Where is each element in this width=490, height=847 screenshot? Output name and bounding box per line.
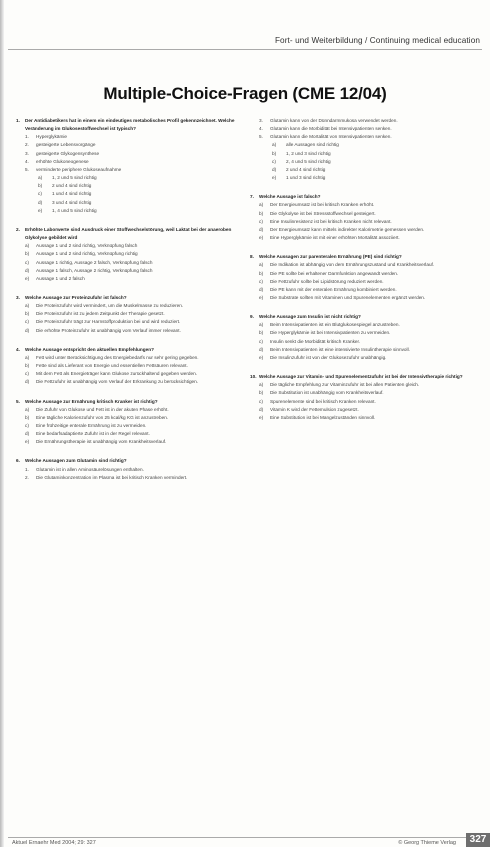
option-label: b) [259,390,264,396]
option-text: 1 und 3 sind richtig [286,175,326,181]
answer-option [16,242,242,250]
question-text: Welche Aussage ist falsch? [259,194,321,200]
option-text: Beim Intensivpatienten ist ein Blutglukosespiegel anzustreben. [270,322,400,328]
statement-label: 4. [259,126,263,132]
statement-label: 2. [25,142,29,148]
answer-option [16,318,242,326]
question-text: Welche Aussagen zur parenteralen Ernährung (PE) sind richtig? [259,254,402,260]
question-block [250,313,476,362]
answer-option [16,267,242,275]
answer-option [250,270,476,278]
question-number: 2. [16,226,20,232]
option-label: e) [259,414,264,420]
question-number: 5. [16,398,20,404]
option-text: 3 und 4 sind richtig [52,199,92,205]
option-label: c) [259,398,263,404]
question-block [16,294,242,335]
option-label: a) [25,303,30,309]
option-label: d) [272,166,277,172]
option-label: d) [25,379,30,385]
option-text: Die Proteinzufuhr trägt zur Harnstoffproduktion bei und wird reduziert. [36,319,181,325]
question-statement [16,474,242,482]
question-text: Erhöhte Laborwerte sind Ausdruck einer Stoffwechselstörung, weil Laktat bei der anaeroben Glykolyse gebildet wird [25,226,232,241]
option-label: e) [25,439,30,445]
question-text: Der Antidiabetikers hat in einem ein eindeutiges metabolisches Profil gekennzeichnet. Welche Veränderung im Glukosestoffwechsel ist typisch? [25,118,235,132]
option-text: Aussage 1 richtig, Aussage 2 falsch, Verknüpfung falsch [36,259,153,265]
option-label: b) [259,270,264,276]
answer-option [250,294,476,302]
option-text: 1, 2 und 5 sind richtig [52,175,97,181]
option-text: Die Substitution ist unabhängig vom Krankheitsverlauf. [270,390,384,396]
answer-option [250,226,476,234]
statement-text: Glutamin kann die Morbidität bei Intensivpatienten senken. [270,126,392,132]
question-header [16,294,242,302]
answer-option [16,259,242,267]
statement-text: gesteigerte Glykogensynthese [36,150,100,156]
option-label: a) [259,382,264,388]
question-text: Welche Aussage zum Insulin ist nicht richtig? [259,314,361,320]
answer-option [250,166,476,174]
answer-option [16,354,242,362]
option-label: a) [25,354,30,360]
answer-option [16,422,242,430]
option-label: a) [259,322,264,328]
answer-option [16,199,242,207]
answer-option [250,414,476,422]
option-text: 2, 4 und 5 sind richtig [286,158,331,164]
statement-text: gesteigerte Lebensvorgänge [36,142,96,148]
answer-option [250,286,476,294]
option-label: b) [25,251,30,257]
statement-text: Glutamin ist in allen Aminosäurelösungen enthalten. [36,466,144,472]
answer-option [250,150,476,158]
answer-option [16,430,242,438]
question-block [250,373,476,422]
option-text: Die Insulinzufuhr ist von der Glukosezufuhr unabhängig. [270,354,387,360]
option-text: alle Aussagen sind richtig [286,142,339,148]
statement-label: 5. [259,134,263,140]
question-block [250,117,476,182]
answer-option [250,201,476,209]
option-text: Die Ernährungstherapie ist unabhängig vom Krankheitsverlauf. [36,439,167,445]
question-statement [250,117,476,125]
answer-option [250,218,476,226]
answer-option [250,406,476,414]
question-text: Welche Aussage zur Vitamin- und Spurenelementzufuhr ist bei der Intensivtherapie richtig? [259,374,463,380]
question-number: 7. [250,194,254,200]
option-text: Eine bedarfsadaptierte Zufuhr ist in der Regel relevant. [36,431,150,437]
option-text: Aussage 1 und 2 falsch [36,275,85,281]
option-label: e) [259,235,264,241]
option-text: Fett wird unter Berücksichtigung des Energiebedarfs nur sehr gering gegeben. [36,354,199,360]
option-label: c) [25,259,29,265]
answer-option [250,234,476,242]
option-text: 1, 2 und 3 sind richtig [286,150,331,156]
statement-label: 1. [25,466,29,472]
question-header [250,373,476,381]
answer-option [16,438,242,446]
statement-text: verminderte periphere Glukoseaufnahme [36,166,122,172]
question-text: Welche Aussage zur Proteinzufuhr ist falsch? [25,294,127,300]
answer-option [250,346,476,354]
option-text: Aussage 1 falsch, Aussage 2 richtig, Verknüpfung falsch [36,267,153,273]
question-header [250,253,476,261]
option-text: Die Indikation ist abhängig von dem Ernährungszustand und Krankheitsverlauf. [270,262,435,268]
question-statement [16,141,242,149]
option-label: b) [259,210,264,216]
statement-label: 5. [25,166,29,172]
option-text: Beim Intensivpatienten ist eine intensivierte Insulintherapie sinnvoll. [270,346,410,352]
question-number: 3. [16,294,20,300]
answer-option [16,414,242,422]
question-text: Welche Aussage zur Ernährung kritisch Kranker ist richtig? [25,398,158,404]
option-text: Die Hyperglykämie ist bei Intensivpatienten zu vermeiden. [270,330,391,336]
option-text: Die Zufuhr von Glukose und Fett ist in der akuten Phase erhöht. [36,406,169,412]
option-label: d) [25,327,30,333]
option-label: a) [25,243,30,249]
question-block [16,226,242,283]
option-text: Aussage 1 und 2 sind richtig, Verknüpfung falsch [36,243,138,249]
header-rule [8,49,482,50]
option-label: e) [272,175,277,181]
answer-option [16,327,242,335]
option-text: Die PE kann mit der enteralen Ernährung kombiniert werden. [270,286,397,292]
answer-option [16,182,242,190]
option-text: 1 und 4 sind richtig [52,191,92,197]
option-label: d) [259,406,264,412]
option-text: Fette sind als Lieferant von Energie und essentiellen Fettsäuren relevant. [36,363,188,369]
answer-option [16,190,242,198]
option-text: Spurenelemente sind bei kritisch Kranken relevant. [270,398,376,404]
statement-text: Glutamin kann von der Dünndarmmukosa verwendet werden. [270,118,398,123]
statement-text: Glutamin kann die Mortalität von Intensivpatienten senken. [270,134,392,140]
option-text: Insulin senkt die Morbidität kritisch Kranker. [270,338,361,344]
option-label: c) [259,338,263,344]
answer-option [250,321,476,329]
answer-option [16,310,242,318]
answer-option [16,275,242,283]
option-text: Der Energieumsatz ist bei kritisch Kranken erhöht. [270,202,375,208]
question-statement [16,133,242,141]
answer-option [250,141,476,149]
answer-option [16,207,242,215]
question-header [16,457,242,465]
answer-option [16,250,242,258]
option-text: Die Proteinzufuhr ist zu jedem Zeitpunkt der Therapie gesetzt. [36,311,165,317]
option-label: e) [38,207,43,213]
option-text: Mit dem Fett als Energieträger kann Glukose zurückhaltend gegeben werden. [36,371,198,377]
option-label: d) [25,431,30,437]
statement-label: 1. [25,134,29,140]
page-edge-shadow [0,0,4,847]
option-label: a) [272,142,277,148]
option-label: e) [25,275,30,281]
statement-label: 3. [259,118,263,123]
question-number: 8. [250,254,254,260]
option-label: a) [25,406,30,412]
option-label: b) [38,183,43,189]
answer-option [250,338,476,346]
option-text: Vitamin K wird der Fettemulsion zugesetzt. [270,406,359,412]
question-block [16,346,242,387]
question-text: Welche Aussagen zum Glutamin sind richtig? [25,458,127,464]
option-label: c) [25,423,29,428]
footer-citation: Aktuel Ernaehr Med 2004; 29: 327 [12,840,96,846]
answer-option [16,378,242,386]
answer-option [250,329,476,337]
question-statement [250,125,476,133]
question-number: 4. [16,346,20,352]
option-label: e) [259,354,264,360]
statement-text: Hyperglykämie [36,134,67,140]
option-label: d) [38,199,43,205]
option-text: 1, 4 und 5 sind richtig [52,207,97,213]
option-text: 2 und 4 sind richtig [52,183,92,189]
statement-label: 2. [25,474,29,480]
option-label: a) [259,202,264,208]
answer-option [16,406,242,414]
question-number: 6. [16,458,20,464]
option-label: d) [25,267,30,273]
option-text: Die Substrate sollten mit Vitaminen und Spurenelementen ergänzt werden. [270,294,426,300]
option-label: e) [259,294,264,300]
option-text: Aussage 1 und 2 sind richtig, Verknüpfung richtig [36,251,138,257]
question-statement [16,166,242,174]
option-text: Die Proteinzufuhr wird vermindert, um die Muskelmasse zu reduzieren. [36,303,184,309]
option-label: c) [25,319,29,325]
answer-option [250,354,476,362]
question-statement [250,133,476,141]
footer-publisher: © Georg Thieme Verlag [398,840,456,846]
option-label: d) [259,346,264,352]
option-label: a) [259,262,264,268]
option-label: d) [259,286,264,292]
option-text: Die Glykolyse ist bei Stressstoffwechsel gesteigert. [270,210,376,216]
option-text: Eine tägliche Kalorienzufuhr von 25 kcal/kg KG ist anzustreben. [36,414,169,420]
running-head: Fort- und Weiterbildung / Continuing medical education [274,36,480,45]
page-number: 327 [466,833,490,847]
statement-label: 3. [25,150,29,156]
option-label: b) [25,363,30,369]
question-block [16,117,242,215]
question-number: 10. [250,374,257,380]
question-header [16,117,242,133]
answer-option [250,389,476,397]
question-statement [16,158,242,166]
question-header [16,398,242,406]
option-label: a) [38,175,43,181]
option-label: b) [272,150,277,156]
answer-option [250,174,476,182]
answer-option [250,398,476,406]
option-text: Die tägliche Empfehlung zur Vitaminzufuhr ist bei allen Patienten gleich. [270,382,420,388]
option-text: Die Fettzufuhr sollte bei Lipidstörung reduziert werden. [270,278,384,284]
statement-label: 4. [25,158,29,164]
question-text: Welche Aussage entspricht den aktuellen Empfehlungen? [25,346,154,352]
answer-option [250,158,476,166]
option-text: Der Energieumsatz kann mittels indirekter Kalorimetrie gemessen werden. [270,226,425,232]
answer-option [250,210,476,218]
question-block [250,193,476,242]
question-number: 1. [16,118,20,123]
option-label: d) [259,226,264,232]
option-text: Eine Substitution ist bei Mangelzuständen sinnvoll. [270,414,376,420]
page-title: Multiple-Choice-Fragen (CME 12/04) [103,84,387,103]
option-label: b) [25,311,30,317]
option-label: c) [259,218,263,224]
option-text: Eine frühzeitige enterale Ernährung ist zu vermeiden. [36,423,147,428]
answer-option [16,174,242,182]
option-text: Die Fettzufuhr ist unabhängig vom Verlauf der Erkrankung zu berücksichtigen. [36,379,199,385]
answer-option [250,261,476,269]
answer-option [250,381,476,389]
option-text: Die PE sollte bei erhaltener Darmfunktion angewandt werden. [270,270,399,276]
right-column [250,117,476,433]
question-statement [16,150,242,158]
question-statement [16,466,242,474]
option-text: Eine Hyperglykämie ist mit einer erhöhten Mortalität assoziiert. [270,235,400,241]
left-column [16,117,242,493]
answer-option [16,370,242,378]
option-text: Eine Insulinresistenz ist bei kritisch Kranken nicht relevant. [270,218,392,224]
option-label: c) [38,191,42,197]
option-label: b) [25,414,30,420]
question-block [16,457,242,481]
answer-option [250,278,476,286]
question-header [250,193,476,201]
answer-option [16,302,242,310]
statement-text: Die Glutaminkonzentration im Plasma ist bei kritisch Kranken vermindert. [36,474,188,480]
option-label: c) [259,278,263,284]
option-label: c) [272,158,276,164]
question-header [250,313,476,321]
question-block [16,398,242,447]
statement-text: erhöhte Glukoneogenese [36,158,89,164]
footer-rule [8,837,482,838]
option-text: Die erhöhte Proteinzufuhr ist unabhängig vom Verlauf immer relevant. [36,327,181,333]
answer-option [16,362,242,370]
option-text: 2 und 4 sind richtig [286,166,326,172]
question-block [250,253,476,302]
option-label: b) [259,330,264,336]
question-header [16,226,242,242]
option-label: c) [25,371,29,377]
question-number: 9. [250,314,254,320]
question-header [16,346,242,354]
